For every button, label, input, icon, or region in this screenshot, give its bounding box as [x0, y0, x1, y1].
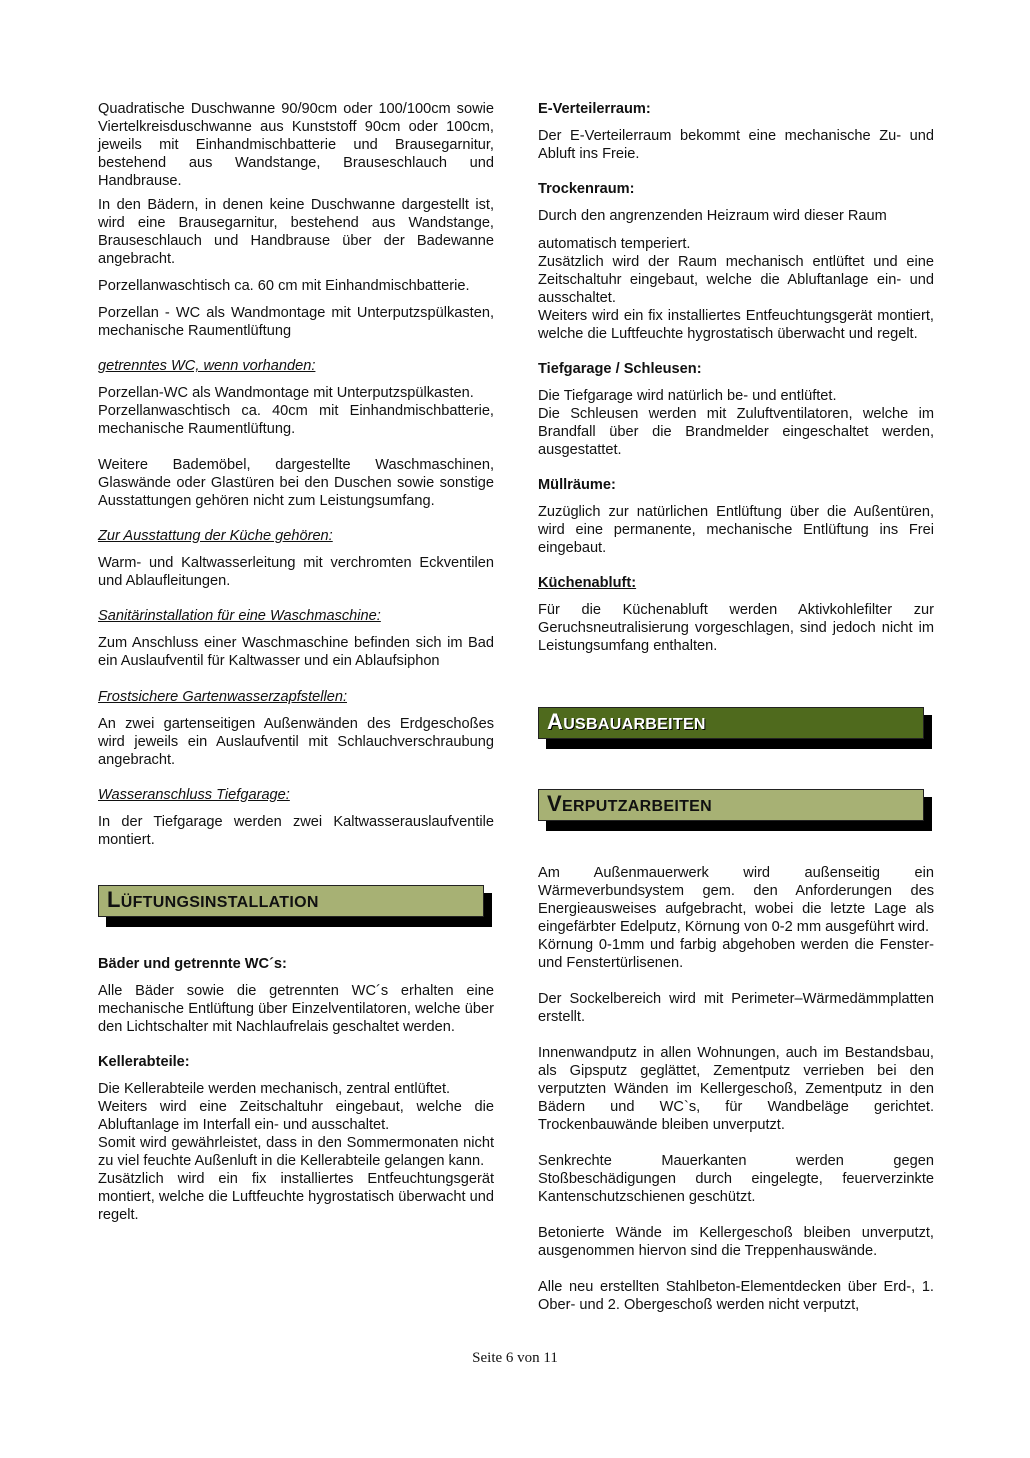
paragraph-waermeverbundsystem: Am Außenmauerwerk wird außenseitig ein Wärmeverbundsystem gem. den Anforderungen des Energieausweises aufgebracht, wobei die letzte Lage als eingefärbter Edelputz, Körnung von 0-2 mm ausgeführt wird.: [538, 865, 934, 935]
heading-baeder-wc: Bäder und getrennte WC´s:: [98, 956, 287, 972]
paragraph-gartenwasser: An zwei gartenseitigen Außenwänden des Erdgeschoßes wird jeweils ein Auslaufventil mit Schlauchverschraubung angebracht.: [98, 716, 494, 768]
banner-title: VERPUTZARBEITEN: [547, 790, 712, 816]
paragraph-waschtisch: Porzellanwaschtisch ca. 60 cm mit Einhandmischbatterie.: [98, 278, 470, 294]
paragraph-stahlbeton-decken: Alle neu erstellten Stahlbeton-Elementdecken über Erd-, 1. Ober- und 2. Obergeschoß werden nicht verputzt,: [538, 1279, 934, 1313]
banner-box: [98, 885, 484, 917]
heading-tiefgarage-schleusen: Tiefgarage / Schleusen:: [538, 361, 702, 377]
paragraph-waschtisch-40: Porzellanwaschtisch ca. 40cm mit Einhandmischbatterie, mechanische Raumentlüftung.: [98, 403, 494, 437]
section-banner-ausbauarbeiten: [538, 707, 934, 741]
paragraph-wasseranschluss-tiefgarage: In der Tiefgarage werden zwei Kaltwasserauslaufventile montiert.: [98, 814, 494, 848]
paragraph-bademoebel: Weitere Bademöbel, dargestellte Waschmaschinen, Glaswände oder Glastüren bei den Duschen sowie sonstige Ausstattungen gehören nicht zum Leistungsumfang.: [98, 457, 494, 509]
heading-wasseranschluss-tiefgarage: Wasseranschluss Tiefgarage:: [98, 787, 290, 803]
heading-kuechenabluft: Küchenabluft:: [538, 575, 637, 591]
banner-title: LÜFTUNGSINSTALLATION: [107, 886, 319, 912]
paragraph-trockenraum-3: Zusätzlich wird der Raum mechanisch entlüftet und eine Zeitschaltuhr eingebaut, welche die Abluftanlage ein- und ausschaltet.: [538, 254, 934, 306]
paragraph-koernung: Körnung 0-1mm und farbig abgehoben werden die Fenster- und Fenstertürlisenen.: [538, 937, 934, 971]
paragraph-mauerkanten: Senkrechte Mauerkanten werden gegen Stoßbeschädigungen durch eingelegte, feuerverzinkte Kantenschutzschienen geschützt.: [538, 1153, 934, 1205]
paragraph-dusche: Quadratische Duschwanne 90/90cm oder 100/100cm sowie Viertelkreisduschwanne aus Kunststoff 90cm oder 100cm, jeweils mit Einhandmischbatterie und Brausegarnitur, bestehend aus Wandstange, Brauseschlauch und Handbrause.: [98, 101, 494, 189]
section-banner-verputzarbeiten: [538, 789, 934, 823]
paragraph-innenwandputz: Innenwandputz in allen Wohnungen, auch im Bestandsbau, als Gipsputz geglättet, Zementputz verrieben bei den verputzten Wänden im Kellergeschoß, Zementputz in den Bädern und WC`s, für Wandbeläge gerichtet. Trockenbauwände bleiben unverputzt.: [538, 1045, 934, 1133]
paragraph-baeder-wc: Alle Bäder sowie die getrennten WC´s erhalten eine mechanische Entlüftung über Einzelventilatoren, welche über den Lichtschalter mit Nachlaufrelais geschaltet werden.: [98, 983, 494, 1035]
heading-gartenwasser: Frostsichere Gartenwasserzapfstellen:: [98, 689, 348, 705]
paragraph-tiefgarage: Die Tiefgarage wird natürlich be- und entlüftet.: [538, 388, 837, 404]
paragraph-kuechenabluft: Für die Küchenabluft werden Aktivkohlefilter zur Geruchsneutralisierung vorgeschlagen, sind jedoch nicht im Leistungsumfang enthalten.: [538, 602, 934, 654]
banner-title: AUSBAUARBEITEN: [547, 708, 706, 734]
banner-box: [538, 707, 924, 739]
paragraph-trockenraum-4: Weiters wird ein fix installiertes Entfeuchtungsgerät montiert, welche die Luftfeuchte hygrostatisch überwacht und regelt.: [538, 308, 934, 342]
paragraph-porzellan-wc: Porzellan-WC als Wandmontage mit Unterputzspülkasten.: [98, 385, 474, 401]
paragraph-muellraeume: Zuzüglich zur natürlichen Entlüftung über die Außentüren, wird eine permanente, mechanische Entlüftung ins Frei eingebaut.: [538, 504, 934, 556]
heading-trockenraum: Trockenraum:: [538, 181, 635, 197]
left-column: [98, 100, 494, 1224]
heading-kellerabteile: Kellerabteile:: [98, 1054, 190, 1070]
paragraph-kellerabteile-1: Die Kellerabteile werden mechanisch, zentral entlüftet.: [98, 1081, 451, 1097]
right-column: [538, 100, 934, 1314]
banner-box: [538, 789, 924, 821]
page-number: Seite 6 von 11: [472, 1350, 558, 1366]
paragraph-e-verteilerraum: Der E-Verteilerraum bekommt eine mechanische Zu- und Abluft ins Freie.: [538, 128, 934, 162]
paragraph-kellerabteile-2: Weiters wird eine Zeitschaltuhr eingebaut, welche die Abluftanlage im Interfall ein- und ausschaltet.: [98, 1099, 494, 1133]
paragraph-trockenraum-1: Durch den angrenzenden Heizraum wird dieser Raum: [538, 208, 887, 224]
paragraph-sockelbereich: Der Sockelbereich wird mit Perimeter–Wärmedämmplatten erstellt.: [538, 991, 934, 1025]
paragraph-trockenraum-2: automatisch temperiert.: [538, 236, 691, 252]
heading-waschmaschine: Sanitärinstallation für eine Waschmaschine:: [98, 608, 381, 624]
paragraph-kellerabteile-4: Zusätzlich wird ein fix installiertes Entfeuchtungsgerät montiert, welche die Luftfeuchte hygrostatisch überwacht und regelt.: [98, 1171, 494, 1223]
paragraph-schleusen: Die Schleusen werden mit Zuluftventilatoren, welche im Brandfall über die Brandmelder eingeschaltet werden, ausgestattet.: [538, 406, 934, 458]
paragraph-kellerabteile-3: Somit wird gewährleistet, dass in den Sommermonaten nicht zu viel feuchte Außenluft in die Kellerabteile gelangen kann.: [98, 1135, 494, 1169]
paragraph-betonierte-waende: Betonierte Wände im Kellergeschoß bleiben unverputzt, ausgenommen hiervon sind die Treppenhauswände.: [538, 1225, 934, 1259]
heading-kueche: Zur Ausstattung der Küche gehören:: [98, 528, 333, 544]
heading-getrenntes-wc: getrenntes WC, wenn vorhanden:: [98, 358, 316, 374]
paragraph-kueche: Warm- und Kaltwasserleitung mit verchromten Eckventilen und Ablaufleitungen.: [98, 555, 494, 589]
paragraph-wc: Porzellan - WC als Wandmontage mit Unterputzspülkasten, mechanische Raumentlüftung: [98, 305, 494, 339]
heading-e-verteilerraum: E-Verteilerraum:: [538, 101, 651, 117]
paragraph-brausegarnitur: In den Bädern, in denen keine Duschwanne dargestellt ist, wird eine Brausegarnitur, bestehend aus Wandstange, Brauseschlauch und Handbrause über der Badewanne angebracht.: [98, 197, 494, 267]
paragraph-waschmaschine: Zum Anschluss einer Waschmaschine befinden sich im Bad ein Auslaufventil für Kaltwasser und ein Ablaufsiphon: [98, 635, 494, 669]
section-banner-lueftung: [98, 885, 494, 919]
heading-muellraeume: Müllräume:: [538, 477, 616, 493]
